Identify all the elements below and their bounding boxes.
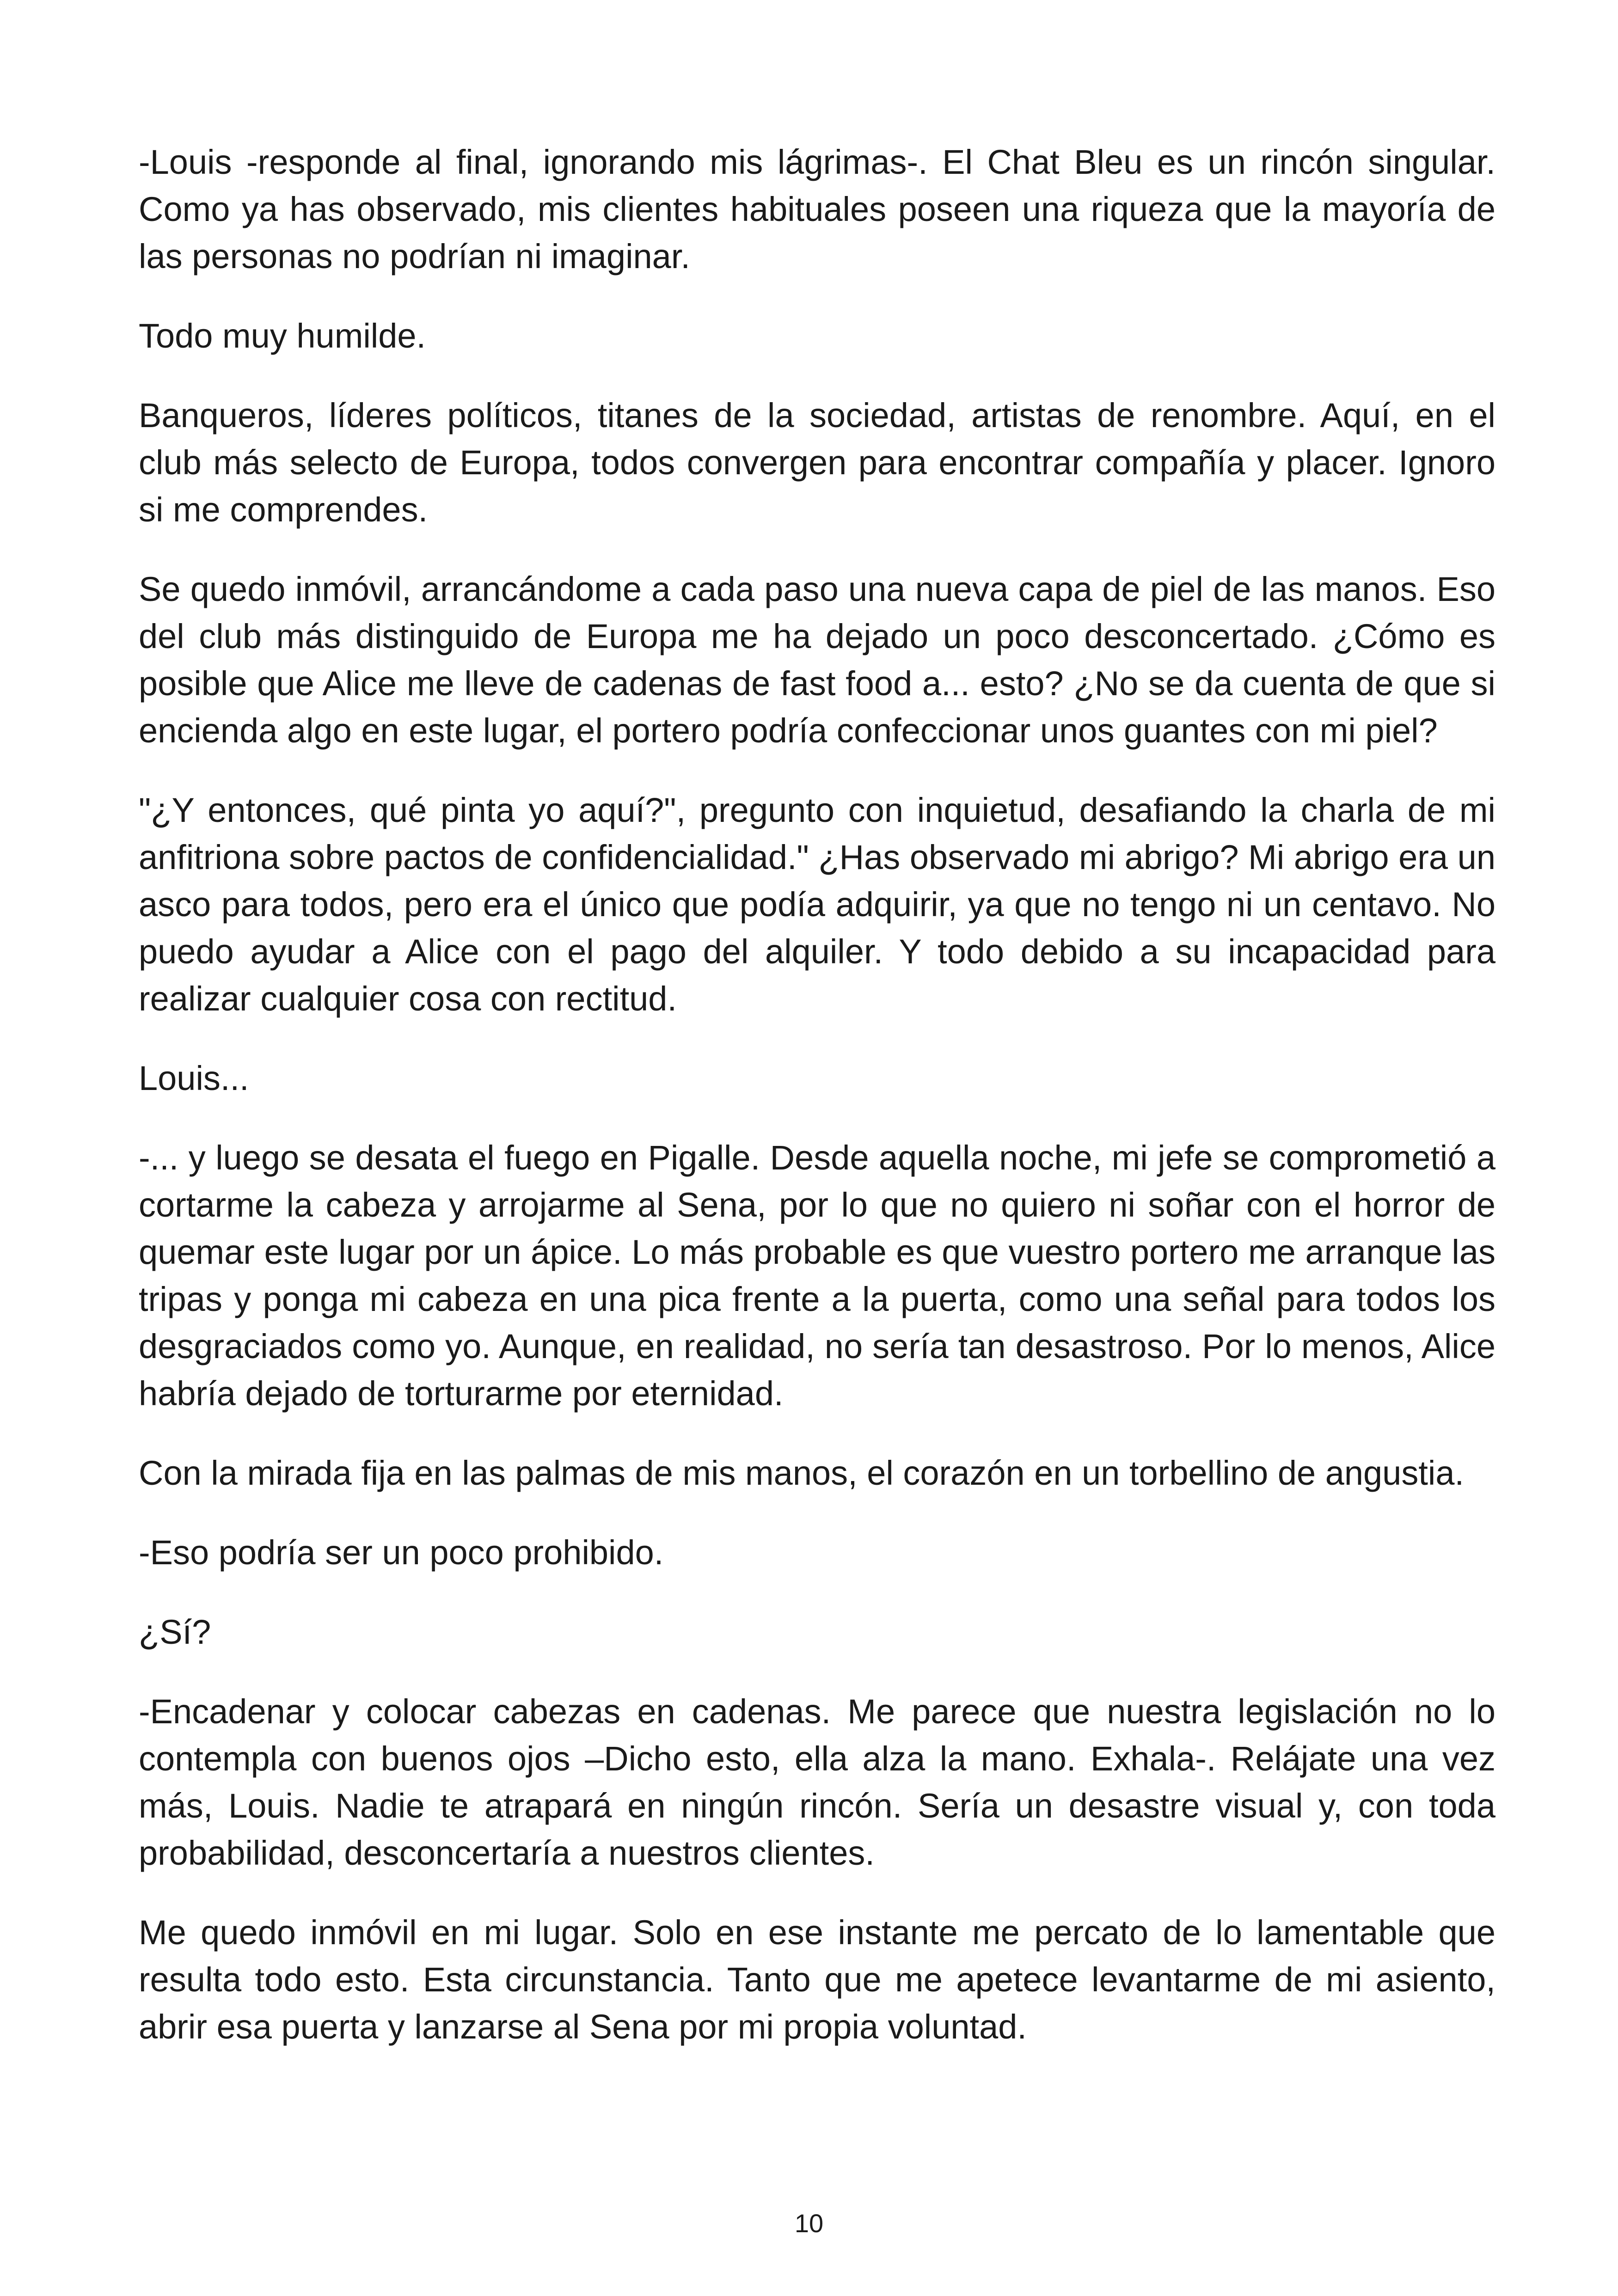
page-number: 10 — [794, 2209, 824, 2238]
paragraph-8: Con la mirada fija en las palmas de mis manos, el corazón en un torbellino de angustia. — [139, 1454, 1465, 1492]
paragraph-9: -Eso podría ser un poco prohibido. — [139, 1533, 664, 1572]
paragraph-4: Se quedo inmóvil, arrancándome a cada paso una nueva capa de piel de las manos. Eso del club más distinguido de Europa me ha dejado un poco desconcertado. ¿Cómo es posible que Alice me lleve de cadenas de fast food a... esto? ¿No se da cuenta de que si encienda algo en este lugar, el portero podría confeccionar unos guantes con mi piel? — [139, 570, 1495, 750]
paragraph-3: Banqueros, líderes políticos, titanes de la sociedad, artistas de renombre. Aquí, en el club más selecto de Europa, todos convergen para encontrar compañía y placer. Ignoro si me comprendes. — [139, 396, 1495, 529]
paragraph-7: -... y luego se desata el fuego en Pigalle. Desde aquella noche, mi jefe se comprometió a cortarme la cabeza y arrojarme al Sena, por lo que no quiero ni soñar con el horror de quemar este lugar por un ápice. Lo más probable es que vuestro portero me arranque las tripas y ponga mi cabeza en una pica frente a la puerta, como una señal para todos los desgraciados como yo. Aunque, en realidad, no sería tan desastroso. Por lo menos, Alice habría dejado de torturarme por eternidad. — [139, 1139, 1495, 1413]
paragraph-10: ¿Sí? — [139, 1613, 211, 1651]
paragraph-5: "¿Y entonces, qué pinta yo aquí?", pregunto con inquietud, desafiando la charla de mi anfitriona sobre pactos de confidencialidad." ¿Has observado mi abrigo? Mi abrigo era un asco para todos, pero era el único que podía adquirir, ya que no tengo ni un centavo. No puedo ayudar a Alice con el pago del alquiler. Y todo debido a su incapacidad para realizar cualquier cosa con rectitud. — [139, 791, 1495, 1018]
paragraph-1: -Louis -responde al final, ignorando mis lágrimas-. El Chat Bleu es un rincón singular. Como ya has observado, mis clientes habituales poseen una riqueza que la mayoría de las personas no podrían ni imaginar. — [139, 143, 1495, 276]
paragraph-2: Todo muy humilde. — [139, 317, 426, 355]
paragraph-11: -Encadenar y colocar cabezas en cadenas. Me parece que nuestra legislación no lo contempla con buenos ojos –Dicho esto, ella alza la mano. Exhala-. Relájate una vez más, Louis. Nadie te atrapará en ningún rincón. Sería un desastre visual y, con toda probabilidad, desconcertaría a nuestros clientes. — [139, 1692, 1495, 1872]
paragraph-6: Louis... — [139, 1059, 249, 1097]
text-body — [139, 139, 1495, 2083]
paragraph-12: Me quedo inmóvil en mi lugar. Solo en ese instante me percato de lo lamentable que resulta todo esto. Esta circunstancia. Tanto que me apetece levantarme de mi asiento, abrir esa puerta y lanzarse al Sena por mi propia voluntad. — [139, 1913, 1495, 2046]
